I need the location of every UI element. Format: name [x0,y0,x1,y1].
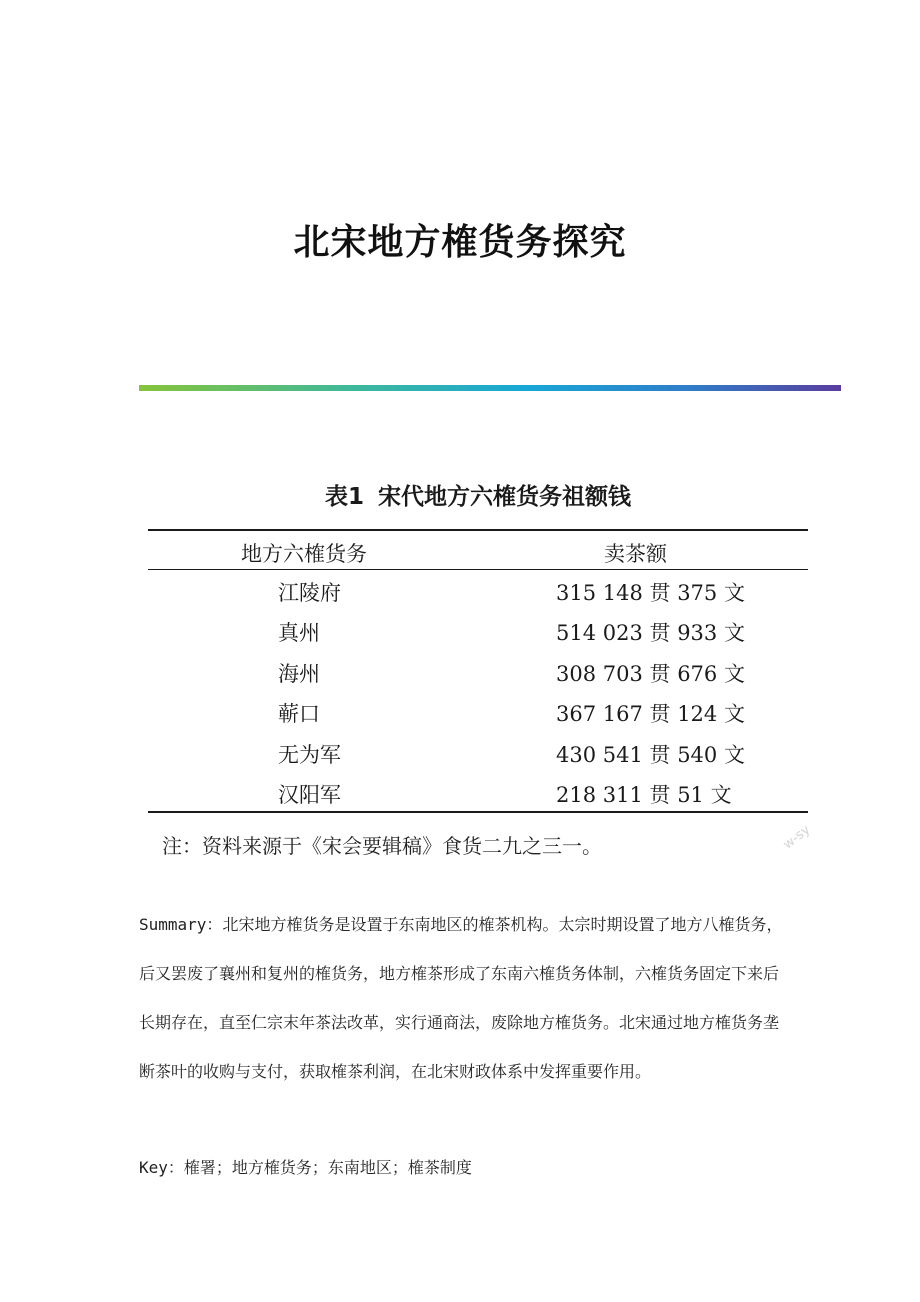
table-source-note: 注：资料来源于《宋会要辑稿》食货二九之三一。 [162,834,602,858]
row-2-bureau: 真州 [278,621,320,645]
row-3-amount: 308 703 贯 676 文 [556,662,745,686]
table-caption [138,478,818,511]
table-bottom-rule [148,811,808,813]
keywords-line [139,1148,789,1188]
table-caption-number: 表1 [324,484,364,510]
row-6-amount: 218 311 贯 51 文 [556,783,732,807]
document-title: 北宋地方榷货务探究 [293,221,627,263]
row-4-amount: 367 167 贯 124 文 [556,702,745,726]
row-5-amount: 430 541 贯 540 文 [556,743,745,767]
keywords-text: 榷署；地方榷货务；东南地区；榷茶制度 [183,1158,472,1177]
summary-label: Summary： [139,915,223,934]
row-1-amount: 315 148 贯 375 文 [556,581,745,605]
table-header-rule [148,569,808,570]
summary-text: 北宋地方榷货务是设置于东南地区的榷茶机构。太宗时期设置了地方八榷货务，后又罢废了襄州和复州的榷货务，地方榷茶形成了东南六榷货务体制，六榷货务固定下来后长期存在，直至仁宗末年茶法改革，实行通商法，废除地方榷货务。北宋通过地方榷货务垄断茶叶的收购与支付，获取榷茶利润，在北宋财政体系中发挥重要作用。 [139,915,783,1081]
row-4-bureau: 蕲口 [278,702,320,726]
watermark: w-sy [780,822,814,853]
row-6-bureau: 汉阳军 [278,783,341,807]
column-header-tea-sales: 卖茶额 [604,542,667,566]
row-3-bureau: 海州 [278,662,320,686]
summary-paragraph [139,900,789,1096]
row-1-bureau: 江陵府 [278,581,341,605]
table-figure [138,468,818,878]
table-top-rule [148,529,808,531]
title-divider [139,385,841,391]
table-caption-text: 宋代地方六榷货务祖额钱 [378,484,631,510]
column-header-bureau: 地方六榷货务 [241,542,367,566]
row-5-bureau: 无为军 [278,743,341,767]
row-2-amount: 514 023 贯 933 文 [556,621,745,645]
keywords-label: Key： [139,1158,184,1177]
